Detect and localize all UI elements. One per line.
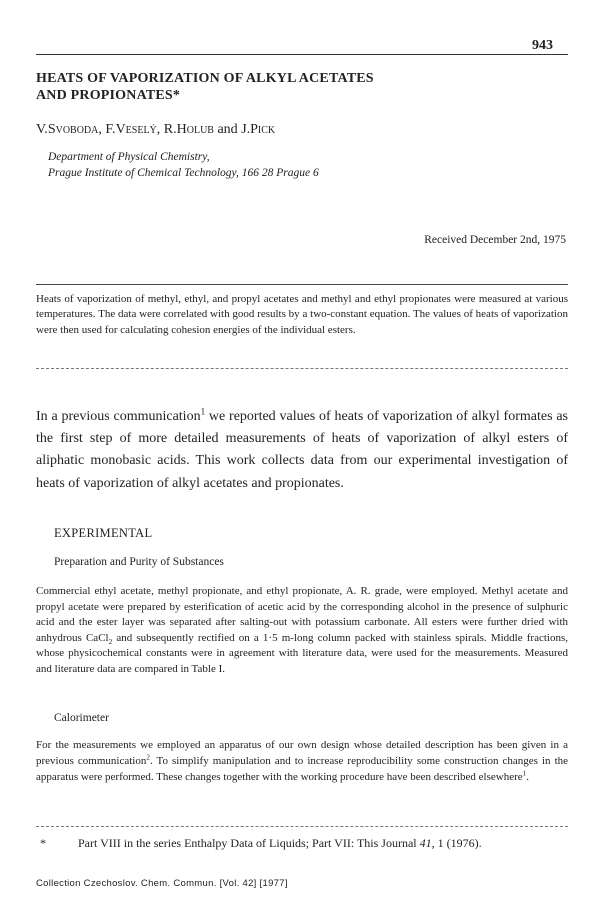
author-2: F.Veselý — [105, 122, 157, 137]
footnote-rule — [36, 826, 568, 827]
title-line-1: HEATS OF VAPORIZATION OF ALKYL ACETATES — [36, 71, 374, 86]
reference-marker: 1 — [522, 768, 527, 777]
author-4: J.Pick — [241, 122, 276, 137]
affiliation — [48, 149, 319, 181]
abstract-bottom-rule — [36, 368, 568, 369]
author-3: R.Holub — [163, 122, 214, 137]
top-rule — [36, 54, 568, 55]
author-list: V.Svoboda, F.Veselý, R.Holub and J.Pick — [36, 122, 276, 137]
intro-paragraph: In a previous communication$^1$ we reported values of heats of vaporization of alkyl formates as the first step of more detailed measurements of heats of vaporization of alkyl esters of aliphatic monobasic acids. This work collects data from our experimental investigation of heats of vaporization of alkyl acetates and propionates. — [36, 406, 568, 491]
journal-citation: Collection Czechoslov. Chem. Commun. [Vol. 42] [1977] — [36, 878, 288, 889]
subsection-heading-preparation: Preparation and Purity of Substances — [54, 556, 224, 568]
page-number: 943 — [532, 38, 553, 53]
reference-marker: 1 — [200, 406, 206, 417]
received-date: Received December 2nd, 1975 — [424, 234, 566, 246]
title-line-2: AND PROPIONATES — [36, 88, 173, 103]
author-1: V.Svoboda — [36, 122, 99, 137]
affiliation-line-2: Prague Institute of Chemical Technology, 166 28 Prague 6 — [48, 167, 319, 179]
calorimeter-paragraph: For the measurements we employed an apparatus of our own design whose detailed description has been given in a previous communication$^2$. To simplify manipulation and to increase reproducibility some construction changes in the apparatus were performed. These changes together with the working procedure have been described elsewhere$^1$. — [36, 739, 569, 783]
article-title — [36, 70, 556, 104]
title-footnote-mark: * — [172, 88, 181, 103]
abstract: Heats of vaporization of methyl, ethyl, and propyl acetates and methyl and ethyl propionates were measured at various temperatures. The data were correlated with good results by a two-constant equation. The values of heats of vaporization were then used for calculating cohesion energies of the individual esters. — [36, 293, 568, 336]
preparation-paragraph: Commercial ethyl acetate, methyl propionate, and ethyl propionate, A. R. grade, were employed. Methyl acetate and propyl acetate were prepared by esterification of acetic acid by the corresponding alcohol in the presence of sulphuric acid and the ester layer was separated after salting-out with potassium carbonate. All esters were further dried with anhydrous CaCl$_2$ and subsequently rectified on a 1·5 m-long column packed with stainless spirals. Middle fractions, whose physicochemical constants were in agreement with literature data, were used for the measurements. Measured and literature data are compared in Table I. — [36, 585, 568, 675]
section-heading-experimental: EXPERIMENTAL — [54, 526, 153, 540]
subscript: 2 — [108, 637, 113, 646]
reference-marker: 2 — [146, 753, 150, 762]
subsection-heading-calorimeter: Calorimeter — [54, 712, 109, 724]
footnote-mark: * — [40, 836, 46, 850]
volume-number: 41 — [419, 836, 432, 850]
footnote: * Part VIII in the series Enthalpy Data of Liquids; Part VII: This Journal 41, 1 (1976). — [40, 836, 482, 850]
affiliation-line-1: Department of Physical Chemistry, — [48, 151, 210, 163]
abstract-top-rule — [36, 284, 568, 285]
